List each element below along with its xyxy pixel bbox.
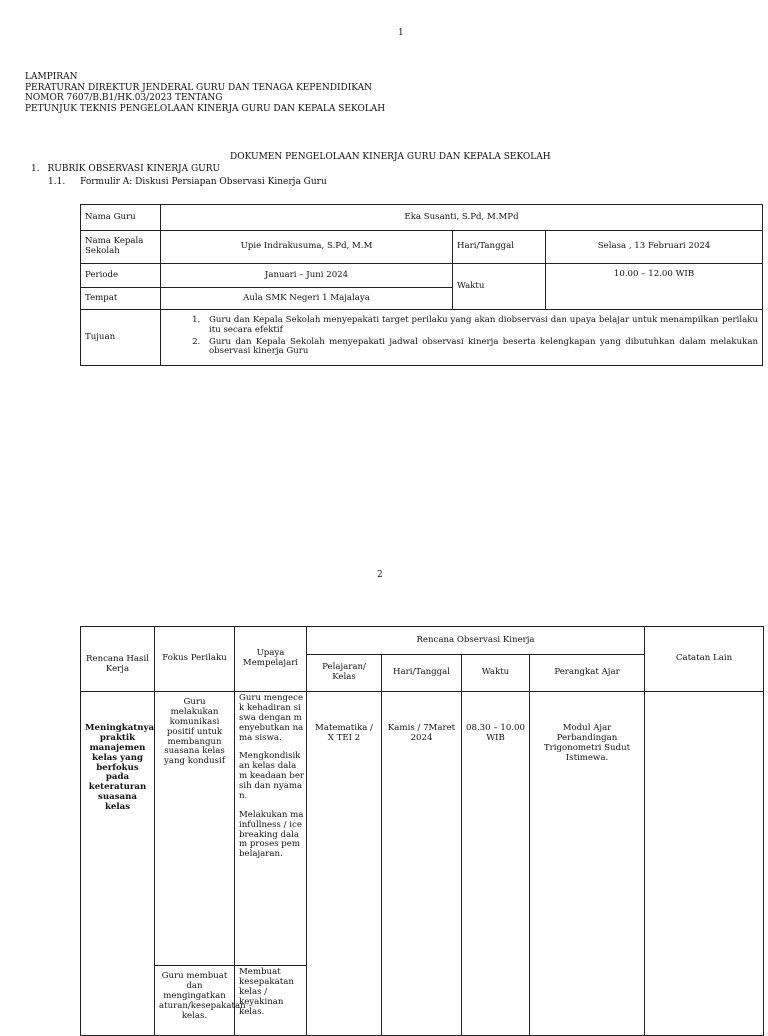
tujuan-list xyxy=(165,316,758,358)
header-fokus: Fokus Perilaku xyxy=(155,627,235,692)
nama-guru-value: Eka Susanti, S.Pd, M.MPd xyxy=(161,205,763,231)
section-heading xyxy=(31,164,220,175)
subsection-number: 1.1. xyxy=(48,177,66,187)
header-waktu: Waktu xyxy=(462,655,530,692)
subsection-heading xyxy=(48,177,327,188)
hari-cell: Kamis / 7Maret 2024 xyxy=(382,692,462,1036)
pelajaran-cell: Matematika / X TEI 2 xyxy=(307,692,382,1036)
rencana-hasil-cell: Meningkatnya praktik manajemen kelas yang berfokus pada keteraturan suasana kelas xyxy=(81,692,155,1036)
kepsek-value: Upie Indrakusuma, S.Pd, M.M xyxy=(161,231,453,264)
catatan-cell xyxy=(645,692,764,1036)
upaya-item: Mengkondisikan kelas dalam keadaan bersih dan nyaman. xyxy=(239,751,305,801)
header-catatan: Catatan Lain xyxy=(645,627,764,692)
header-perangkat: Perangkat Ajar xyxy=(530,655,645,692)
header-line: NOMOR 7607/B.B1/HK.03/2023 TENTANG xyxy=(25,93,223,104)
nama-guru-label: Nama Guru xyxy=(81,205,161,231)
periode-value: Januari – Juni 2024 xyxy=(161,264,453,288)
header-hari: Hari/Tanggal xyxy=(382,655,462,692)
document-header xyxy=(25,72,385,114)
form-a-table xyxy=(80,204,763,366)
waktu-cell: 08.30 – 10.00 WIB xyxy=(462,692,530,1036)
header-pelajaran: Pelajaran/ Kelas xyxy=(307,655,382,692)
upaya-cell-2: Membuat kesepakatan kelas / keyakinan kelas. xyxy=(235,966,307,1036)
kepsek-label: Nama Kepala Sekolah xyxy=(81,231,161,264)
subsection-label: Formulir A: Diskusi Persiapan Observasi Kinerja Guru xyxy=(80,177,327,187)
header-rencana-hasil: Rencana Hasil Kerja xyxy=(81,627,155,692)
waktu-value: 10.00 – 12.00 WIB xyxy=(546,264,763,310)
document-title: DOKUMEN PENGELOLAAN KINERJA GURU DAN KEPALA SEKOLAH xyxy=(230,152,551,162)
fokus-cell-2: Guru membuat dan mengingatkan aturan/kesepakatan kelas. xyxy=(155,966,235,1036)
hari-value: Selasa , 13 Februari 2024 xyxy=(546,231,763,264)
section-label: RUBRIK OBSERVASI KINERJA GURU xyxy=(47,164,221,174)
header-line: LAMPIRAN xyxy=(25,72,78,82)
section-number: 1. xyxy=(31,164,40,174)
perangkat-cell: Modul Ajar Perbandingan Trigonometri Sudut Istimewa. xyxy=(530,692,645,1036)
waktu-label: Waktu xyxy=(453,264,546,310)
upaya-cell-1 xyxy=(235,692,307,966)
tempat-label: Tempat xyxy=(81,288,161,310)
upaya-item: Melakukan mainfullness / icebreaking dalam proses pembelajaran. xyxy=(239,809,304,860)
header-upaya: Upaya Mempelajari xyxy=(235,627,307,692)
upaya-item: Guru mengecek kehadiran siswa dengan menyebutkan nama siswa. xyxy=(239,693,304,743)
observation-plan-table xyxy=(80,626,764,1036)
header-line: PETUNJUK TEKNIS PENGELOLAAN KINERJA GURU DAN KEPALA SEKOLAH xyxy=(25,103,386,114)
periode-label: Periode xyxy=(81,264,161,288)
page-number-1: 1 xyxy=(398,28,404,38)
page-number-2: 2 xyxy=(377,570,383,580)
tempat-value: Aula SMK Negeri 1 Majalaya xyxy=(161,288,453,310)
fokus-cell-1: Guru melakukan komunikasi positif untuk membangun suasana kelas yang kondusif xyxy=(155,692,235,966)
tujuan-item: 1. Guru dan Kepala Sekolah menyepakati target perilaku yang akan diobservasi dan upaya belajar untuk menampilkan perilaku itu secara efektif xyxy=(203,316,758,336)
tujuan-cell xyxy=(161,310,763,366)
tujuan-item: 2. Guru dan Kepala Sekolah menyepakati jadwal observasi kinerja beserta kelengkapan yang dibutuhkan dalam melakukan observasi kinerja Guru xyxy=(203,338,758,358)
tujuan-label: Tujuan xyxy=(81,310,161,366)
header-line: PERATURAN DIREKTUR JENDERAL GURU DAN TENAGA KEPENDIDIKAN xyxy=(25,82,373,93)
header-rencana-observasi: Rencana Observasi Kinerja xyxy=(307,627,645,655)
hari-label: Hari/Tanggal xyxy=(453,231,546,264)
